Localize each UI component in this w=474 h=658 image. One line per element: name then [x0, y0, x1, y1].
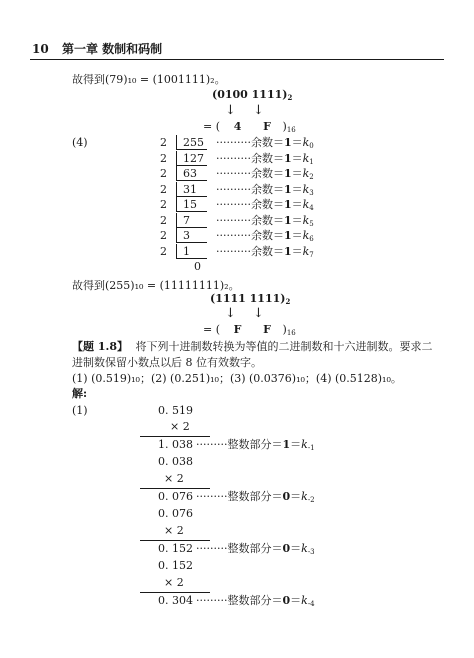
- dividend: 127: [183, 151, 204, 165]
- division-bracket: [176, 228, 207, 243]
- divisor: 2: [160, 182, 167, 196]
- product-value: 0. 076: [158, 490, 193, 503]
- problem-statement-line2: 进制数保留小数点以后 8 位有效数字。: [72, 356, 262, 369]
- solution-label: 解:: [72, 387, 88, 400]
- arrow-down-icon: ↓: [253, 103, 264, 118]
- product-value: 0. 152: [158, 542, 193, 555]
- product-value: 0. 304: [158, 594, 193, 607]
- integer-part-text: ·········整数部分$=1=k_{-1}$: [196, 438, 315, 452]
- grouped-binary-79: (0100 $1111)_2$: [212, 88, 293, 102]
- dividend: 63: [183, 167, 197, 180]
- divisor: 2: [160, 244, 167, 258]
- remainder-text: ··········余数$=1=k_3$: [216, 182, 314, 197]
- times-two: × 2: [170, 420, 190, 433]
- item-label-4: (4): [72, 136, 88, 149]
- dividend: 31: [183, 182, 197, 196]
- remainder-text: ··········余数$=1=k_1$: [216, 151, 314, 166]
- division-final-value: 0: [194, 260, 201, 273]
- product-rule: [140, 436, 210, 437]
- divisor: 2: [160, 229, 167, 242]
- divisor: 2: [160, 167, 167, 180]
- division-bracket: [176, 213, 207, 228]
- remainder-text: ··········余数$=1=k_5$: [216, 213, 314, 228]
- arrow-down-icon: ↓: [225, 103, 236, 118]
- arrow-down-icon: ↓: [253, 306, 264, 321]
- remainder-text: ··········余数$=1=k_2$: [216, 167, 314, 181]
- dividend: 1: [183, 244, 190, 258]
- fraction-value: 0. 076: [158, 507, 193, 520]
- product-rule: [140, 592, 210, 593]
- product-rule: [140, 540, 210, 541]
- fraction-value: 0. 038: [158, 455, 193, 468]
- result-255: 故得到(255)₁₀ = (11111111)₂。: [72, 279, 240, 292]
- divisor: 2: [160, 213, 167, 227]
- times-two: × 2: [164, 524, 184, 537]
- divisor: 2: [160, 136, 167, 149]
- dividend: 3: [183, 229, 190, 242]
- header-rule: [30, 59, 444, 60]
- times-two: × 2: [164, 576, 184, 589]
- product-value: 1. 038: [158, 438, 193, 451]
- integer-part-text: ·········整数部分$=0=k_{-4}$: [196, 594, 315, 608]
- fraction-value: 0. 152: [158, 559, 193, 572]
- integer-part-text: ·········整数部分$=0=k_{-3}$: [196, 542, 315, 556]
- fraction-item-label: (1): [72, 404, 88, 417]
- result-79: 故得到(79)₁₀ = (1001111)₂。: [72, 73, 226, 86]
- problem-items: (1) (0.519)₁₀；(2) (0.251)₁₀；(3) (0.0376)₁₀；(4) (0.5128)₁₀。: [72, 372, 402, 385]
- chapter-title: 第一章 数制和码制: [62, 42, 163, 56]
- dividend: 255: [183, 136, 204, 149]
- divisor: 2: [160, 151, 167, 165]
- dividend: 15: [183, 198, 197, 211]
- hex-result-255: = ( F F )$_{16}$: [203, 323, 296, 337]
- remainder-text: ··········余数$=1=k_7$: [216, 244, 314, 259]
- divisor: 2: [160, 198, 167, 211]
- division-bracket: [176, 244, 207, 259]
- remainder-text: ··········余数$=1=k_4$: [216, 198, 314, 212]
- page-number: 10: [32, 42, 49, 56]
- problem-statement-line1: 【题 1.8】 将下列十进制数转换为等值的二进制数和十六进制数。要求二: [72, 340, 433, 353]
- hex-result-79: = ( 4 F )$_{16}$: [203, 120, 296, 134]
- remainder-text: ··········余数$=1=k_6$: [216, 229, 314, 243]
- integer-part-text: ·········整数部分$=0=k_{-2}$: [196, 490, 315, 504]
- arrow-down-icon: ↓: [225, 306, 236, 321]
- start-value: 0. 519: [158, 404, 193, 417]
- remainder-text: ··········余数$=1=k_0$: [216, 136, 314, 150]
- grouped-binary-255: (1111 $1111)_2$: [210, 292, 291, 306]
- product-rule: [140, 488, 210, 489]
- times-two: × 2: [164, 472, 184, 485]
- dividend: 7: [183, 213, 190, 227]
